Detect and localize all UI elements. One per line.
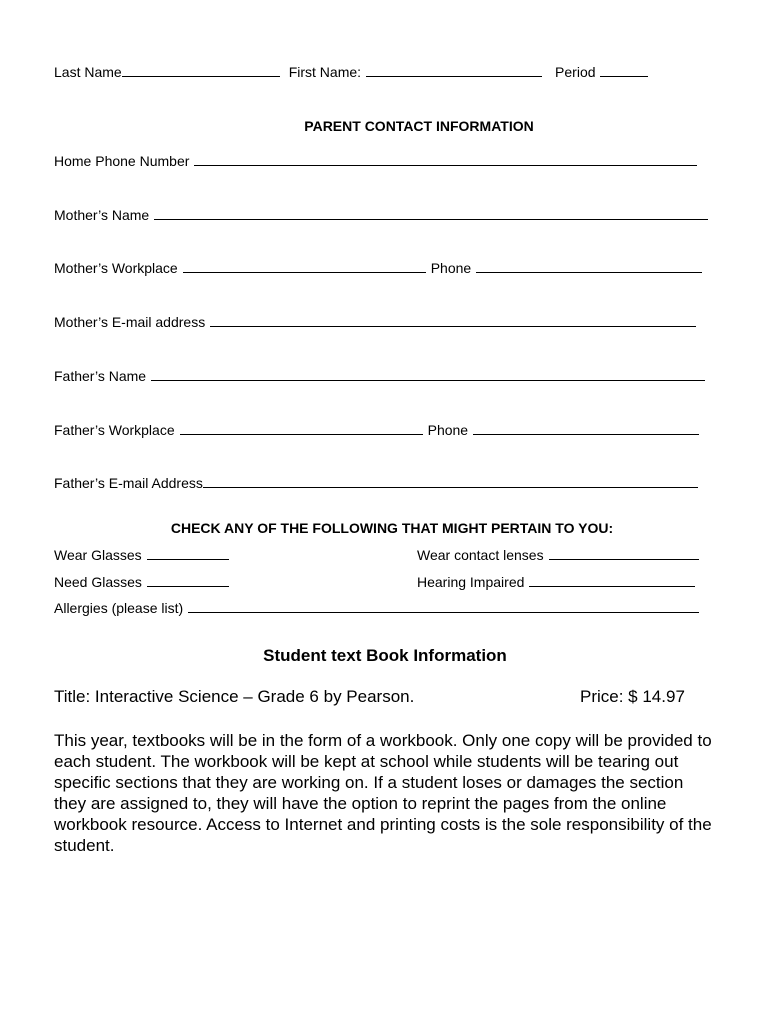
home-phone-field[interactable] <box>194 153 697 166</box>
first-name-label: First Name: <box>288 64 362 80</box>
need-glasses-row <box>54 574 229 590</box>
mothers-name-label: Mother’s Name <box>54 207 150 223</box>
mothers-name-field[interactable] <box>154 207 708 220</box>
fathers-workplace-field[interactable] <box>180 422 423 435</box>
fathers-email-label: Father’s E-mail Address <box>54 475 203 491</box>
fathers-workplace-label: Father’s Workplace <box>54 422 175 438</box>
textbook-heading: Student text Book Information <box>263 646 507 665</box>
wear-glasses-field[interactable] <box>147 547 229 560</box>
fathers-email-field[interactable] <box>203 475 698 488</box>
fathers-phone-label: Phone <box>427 422 469 438</box>
mothers-email-field[interactable] <box>210 314 696 327</box>
mothers-email-label: Mother’s E-mail address <box>54 314 206 330</box>
wear-glasses-label: Wear Glasses <box>54 547 142 563</box>
fathers-name-row <box>54 368 705 384</box>
allergies-label: Allergies (please list) <box>54 600 184 616</box>
fathers-name-field[interactable] <box>151 368 705 381</box>
parent-contact-heading: PARENT CONTACT INFORMATION <box>304 118 534 134</box>
textbook-paragraph: This year, textbooks will be in the form of a workbook. Only one copy will be provided to each student. The workbook will be kept at school while students will be tearing out specific sections that they are working on. If a student loses or damages the section they are assigned to, they will have the option to reprint the pages from the online workbook resource. Access to Internet and printing costs is the sole responsibility of the student. <box>54 731 712 855</box>
mothers-email-row <box>54 314 696 330</box>
allergies-row <box>54 600 699 616</box>
home-phone-row <box>54 153 697 169</box>
textbook-price: Price: $ 14.97 <box>580 687 685 706</box>
hearing-impaired-row <box>417 574 695 590</box>
first-name-field[interactable] <box>366 64 542 77</box>
hearing-impaired-label: Hearing Impaired <box>417 574 525 590</box>
hearing-impaired-field[interactable] <box>529 574 695 587</box>
need-glasses-label: Need Glasses <box>54 574 142 590</box>
mothers-phone-label: Phone <box>430 260 472 276</box>
fathers-workplace-row <box>54 422 699 438</box>
period-label: Period <box>555 64 596 80</box>
need-glasses-field[interactable] <box>147 574 229 587</box>
mothers-phone-field[interactable] <box>476 260 702 273</box>
wear-contacts-row <box>417 547 699 563</box>
mothers-workplace-row <box>54 260 702 276</box>
fathers-email-row <box>54 475 698 491</box>
textbook-title: Title: Interactive Science – Grade 6 by Pearson. <box>54 687 415 706</box>
student-info-row <box>54 64 648 80</box>
period-field[interactable] <box>600 64 648 77</box>
last-name-field[interactable] <box>122 64 280 77</box>
fathers-name-label: Father’s Name <box>54 368 147 384</box>
mothers-workplace-label: Mother’s Workplace <box>54 260 178 276</box>
wear-glasses-row <box>54 547 229 563</box>
home-phone-label: Home Phone Number <box>54 153 190 169</box>
fathers-phone-field[interactable] <box>473 422 699 435</box>
mothers-name-row <box>54 207 708 223</box>
mothers-workplace-field[interactable] <box>183 260 426 273</box>
last-name-label: Last Name <box>54 64 122 80</box>
allergies-field[interactable] <box>188 600 699 613</box>
checklist-heading: CHECK ANY OF THE FOLLOWING THAT MIGHT PERTAIN TO YOU: <box>170 520 614 536</box>
wear-contacts-label: Wear contact lenses <box>417 547 544 563</box>
wear-contacts-field[interactable] <box>549 547 699 560</box>
